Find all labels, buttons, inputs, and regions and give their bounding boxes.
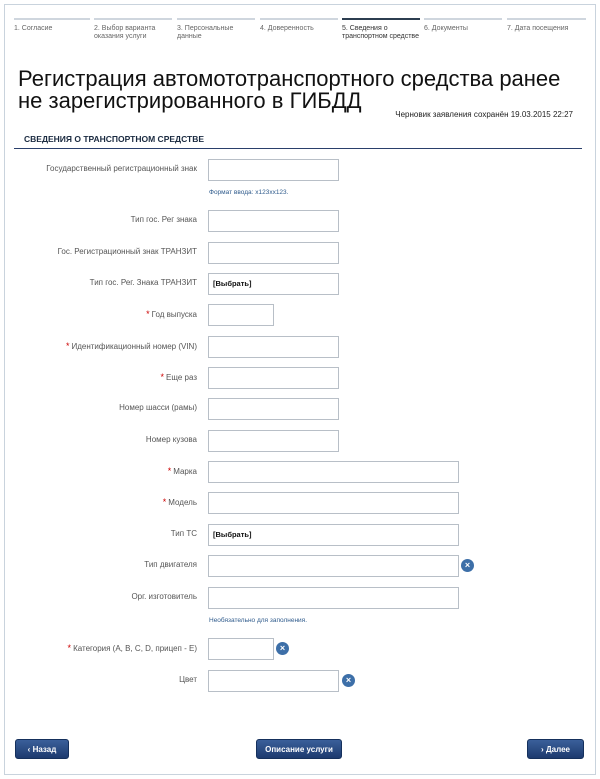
row-color	[0, 670, 600, 692]
vehicle-type-label: Тип ТС	[170, 529, 197, 538]
required-marker: *	[67, 643, 72, 653]
transit-sign-type-label: Тип гос. Рег. Знака ТРАНЗИТ	[89, 278, 197, 287]
vin-repeat-input[interactable]	[208, 367, 339, 389]
required-marker: *	[65, 341, 70, 351]
category-input[interactable]	[208, 638, 274, 660]
body-number-input[interactable]	[208, 430, 339, 452]
service-description-button[interactable]: Описание услуги	[256, 739, 342, 759]
gov-reg-sign-label: Государственный регистрационный знак	[46, 164, 197, 173]
year-label: * Год выпуска	[146, 309, 197, 319]
vehicle-type-select[interactable]: [Выбрать]	[208, 524, 459, 546]
color-label: Цвет	[179, 675, 197, 684]
brand-input[interactable]	[208, 461, 459, 483]
back-button[interactable]: ‹ Назад	[15, 739, 69, 759]
row-model	[0, 492, 600, 514]
row-vehicle-type	[0, 524, 600, 546]
transit-sign-input[interactable]	[208, 242, 339, 264]
year-input[interactable]	[208, 304, 274, 326]
row-brand	[0, 461, 600, 483]
step-1[interactable]: 1. Согласие	[14, 18, 90, 44]
transit-sign-label: Гос. Регистрационный знак ТРАНЗИТ	[57, 247, 197, 256]
vin-repeat-label: * Еще раз	[160, 372, 197, 382]
section-title: СВЕДЕНИЯ О ТРАНСПОРТНОМ СРЕДСТВЕ	[14, 134, 582, 149]
manufacturer-label: Орг. изготовитель	[131, 592, 197, 601]
row-gov-reg-sign	[0, 159, 600, 181]
chassis-label: Номер шасси (рамы)	[119, 403, 197, 412]
row-engine-type	[0, 555, 600, 577]
manufacturer-hint: Необязательно для заполнения.	[209, 617, 308, 624]
brand-label: * Марка	[167, 466, 197, 476]
vin-input[interactable]	[208, 336, 339, 358]
row-transit-sign-type	[0, 273, 600, 295]
row-category	[0, 638, 600, 660]
transit-sign-type-select[interactable]: [Выбрать]	[208, 273, 339, 295]
row-manufacturer	[0, 587, 600, 609]
chevron-right-icon: ›	[541, 745, 544, 754]
step-6[interactable]: 6. Документы	[424, 18, 502, 44]
gov-reg-sign-type-label: Тип гос. Рег знака	[130, 215, 197, 224]
clear-x-icon[interactable]: ×	[461, 559, 474, 572]
vin-label: * Идентификационный номер (VIN)	[65, 341, 197, 351]
required-marker: *	[162, 497, 167, 507]
row-vin	[0, 336, 600, 358]
step-7[interactable]: 7. Дата посещения	[507, 18, 586, 44]
wizard-steps	[14, 18, 586, 44]
color-input[interactable]	[208, 670, 339, 692]
model-input[interactable]	[208, 492, 459, 514]
row-body-number	[0, 430, 600, 452]
category-label: * Категория (A, B, C, D, прицеп - E)	[67, 643, 197, 653]
step-5[interactable]: 5. Сведения о транспортном средстве	[342, 18, 420, 44]
model-label: * Модель	[162, 497, 197, 507]
next-button[interactable]: › Далее	[527, 739, 584, 759]
draft-status: Черновик заявления сохранён 19.03.2015 22:27	[395, 110, 573, 119]
body-number-label: Номер кузова	[145, 435, 197, 444]
clear-x-icon[interactable]: ×	[276, 642, 289, 655]
row-gov-reg-sign-type	[0, 210, 600, 232]
gov-reg-sign-type-input[interactable]	[208, 210, 339, 232]
manufacturer-input[interactable]	[208, 587, 459, 609]
required-marker: *	[167, 466, 172, 476]
page-title: Регистрация автомототранспортного средства ранее не зарегистрированного в ГИБДД	[18, 66, 561, 113]
clear-x-icon[interactable]: ×	[342, 674, 355, 687]
step-2[interactable]: 2. Выбор варианта оказания услуги	[94, 18, 172, 44]
gov-reg-sign-input[interactable]	[208, 159, 339, 181]
gov-reg-sign-hint: Формат ввода: х123хх123.	[209, 189, 289, 196]
step-4[interactable]: 4. Доверенность	[260, 18, 338, 44]
chassis-input[interactable]	[208, 398, 339, 420]
row-year	[0, 304, 600, 326]
row-transit-sign	[0, 242, 600, 264]
row-vin-repeat	[0, 367, 600, 389]
engine-type-input[interactable]	[208, 555, 459, 577]
row-chassis	[0, 398, 600, 420]
required-marker: *	[160, 372, 165, 382]
chevron-left-icon: ‹	[27, 745, 31, 754]
engine-type-label: Тип двигателя	[144, 560, 197, 569]
required-marker: *	[146, 309, 150, 319]
step-3[interactable]: 3. Персональные данные	[177, 18, 255, 44]
